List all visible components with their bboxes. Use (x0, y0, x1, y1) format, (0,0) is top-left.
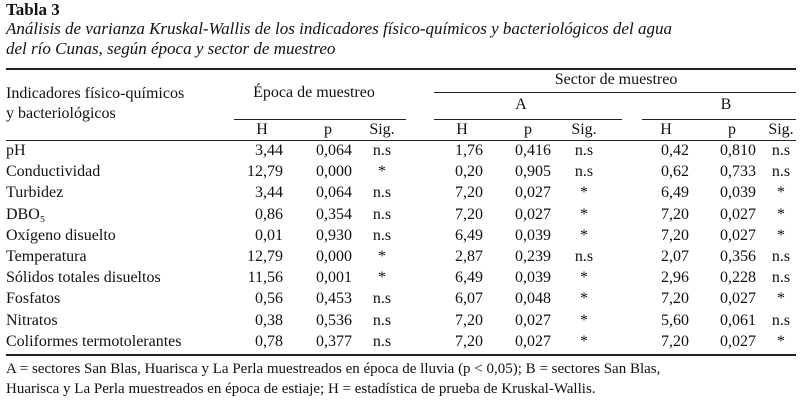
indicator-name-cell: DBO₅ (6, 205, 46, 223)
sector-a-h-cell: 7,20 (455, 311, 483, 329)
epoca-p-cell: 0,064 (316, 184, 352, 202)
epoca-p-cell: 0,453 (316, 290, 352, 308)
table-caption (6, 0, 796, 59)
sector-a-sig-cell: * (580, 269, 588, 287)
epoca-p-header: p (324, 121, 332, 138)
sector-b-sig-cell: * (777, 332, 785, 350)
sector-a-h-cell: 0,20 (455, 163, 483, 181)
footnote-line-1: A = sectores San Blas, Huarisca y La Perla muestreados en época de lluvia (p < 0,05); B = sectores San Blas, (6, 361, 661, 377)
epoca-sig-cell: n.s (372, 226, 392, 244)
sector-b-p-cell: 0,228 (720, 269, 756, 287)
epoca-sig-cell: * (378, 248, 386, 265)
footnote-line-2: Huarisca y La Perla muestreados en época de estiaje; H = estadística de prueba de Kruskal-Wallis. (6, 381, 596, 397)
sector-b-p-cell: 0,810 (720, 142, 756, 159)
table-title-line-1: Análisis de varianza Kruskal-Wallis de los indicadores físico-químicos y bacteriológicos del agua (6, 19, 672, 38)
sector-a-sig-cell: n.s (574, 248, 594, 265)
epoca-p-cell: 0,064 (316, 142, 352, 159)
sector-b-header: B (720, 96, 732, 113)
epoca-sig-cell: * (378, 163, 386, 181)
epoca-sig-cell: n.s (372, 142, 392, 159)
sector-b-p-cell: 0,733 (720, 163, 756, 181)
sector-a-h-cell: 6,49 (455, 226, 483, 244)
sector-b-sig-cell: n.s (771, 311, 791, 329)
sector-a-h-cell: 1,76 (455, 142, 483, 159)
top-rule (6, 68, 796, 70)
sector-b-h-cell: 2,07 (661, 248, 689, 265)
sector-a-p-header: p (524, 121, 532, 138)
sector-b-p-cell: 0,027 (720, 205, 756, 223)
sector-a-p-cell: 0,027 (515, 311, 551, 329)
sector-a-p-cell: 0,239 (515, 248, 551, 265)
indicator-name-cell: Turbidez (6, 184, 64, 202)
indicator-name-cell: Oxígeno disuelto (6, 226, 116, 244)
sector-b-sig-cell: n.s (771, 269, 791, 287)
epoca-p-cell: 0,930 (316, 226, 352, 244)
epoca-p-cell: 0,000 (316, 163, 352, 181)
table-label: Tabla 3 (6, 0, 60, 19)
sector-a-p-cell: 0,027 (515, 332, 551, 350)
epoca-sig-cell: n.s (372, 332, 392, 350)
sector-a-h-cell: 2,87 (455, 248, 483, 265)
epoca-sig-cell: n.s (372, 311, 392, 329)
sector-a-p-cell: 0,027 (515, 184, 551, 202)
sector-a-h-cell: 7,20 (455, 332, 483, 350)
indicator-header-line-2: y bacteriológicos (6, 105, 116, 122)
sector-b-sig-cell: n.s (771, 248, 791, 265)
epoca-h-cell: 12,79 (247, 163, 283, 181)
sector-b-p-cell: 0,061 (720, 311, 756, 329)
sector-a-h-cell: 6,07 (455, 290, 483, 308)
sector-b-sig-cell: * (777, 205, 785, 223)
epoca-p-cell: 0,354 (316, 205, 352, 223)
sector-b-h-cell: 0,62 (661, 163, 689, 181)
sector-a-sig-cell: * (580, 184, 588, 202)
sector-a-sig-cell: n.s (574, 142, 594, 159)
sector-a-sig-cell: * (580, 332, 588, 350)
sector-b-sig-cell: * (777, 226, 785, 244)
kruskal-wallis-table (6, 68, 796, 356)
epoca-h-cell: 3,44 (255, 184, 283, 202)
indicator-name-cell: Coliformes termotolerantes (6, 332, 182, 350)
bottom-rule (6, 354, 796, 356)
epoca-sig-header: Sig. (369, 121, 395, 138)
indicator-name-cell: pH (6, 142, 26, 159)
sector-b-p-cell: 0,027 (720, 226, 756, 244)
sector-a-p-cell: 0,039 (515, 269, 551, 287)
sector-a-h-cell: 7,20 (455, 205, 483, 223)
sector-b-h-cell: 6,49 (661, 184, 689, 202)
sector-b-h-cell: 7,20 (661, 290, 689, 308)
sector-b-p-cell: 0,027 (720, 332, 756, 350)
sector-b-h-cell: 5,60 (661, 311, 689, 329)
sector-a-sig-cell: * (580, 311, 588, 329)
sector-a-sig-header: Sig. (571, 121, 597, 138)
sector-a-h-header: H (456, 121, 468, 138)
sector-a-h-cell: 6,49 (455, 269, 483, 287)
indicator-name-cell: Fosfatos (6, 290, 61, 308)
epoca-sig-cell: n.s (372, 184, 392, 202)
epoca-h-cell: 3,44 (255, 142, 283, 159)
sector-a-h-cell: 7,20 (455, 184, 483, 202)
sector-b-p-header: p (728, 121, 736, 138)
epoca-h-cell: 0,86 (255, 205, 283, 223)
sector-header: Sector de muestreo (554, 71, 678, 88)
sector-a-sig-cell: * (580, 205, 588, 223)
epoca-sig-cell: n.s (372, 205, 392, 223)
sector-a-p-cell: 0,027 (515, 205, 551, 223)
sector-a-p-cell: 0,905 (515, 163, 551, 181)
epoca-h-cell: 0,38 (255, 311, 283, 329)
sector-b-sig-header: Sig. (768, 121, 794, 138)
indicator-name-cell: Nitratos (6, 311, 58, 329)
sector-b-p-cell: 0,356 (720, 248, 756, 265)
sector-b-h-cell: 7,20 (661, 332, 689, 350)
epoca-p-cell: 0,377 (316, 332, 352, 350)
sector-a-header: A (515, 96, 527, 113)
sector-b-sig-cell: * (777, 290, 785, 308)
sector-b-p-cell: 0,039 (720, 184, 756, 202)
sector-b-sig-cell: n.s (771, 163, 791, 181)
indicator-header-line-1: Indicadores físico-químicos (6, 85, 185, 102)
sector-b-h-cell: 2,96 (661, 269, 689, 287)
epoca-sig-cell: * (378, 269, 386, 287)
epoca-h-cell: 12,79 (247, 248, 283, 265)
table-title-line-2: del río Cunas, según época y sector de muestreo (6, 39, 336, 58)
sector-b-h-cell: 7,20 (661, 226, 689, 244)
epoca-h-cell: 11,56 (247, 269, 283, 287)
sector-b-sig-cell: * (777, 184, 785, 202)
indicator-name-cell: Conductividad (6, 163, 101, 181)
epoca-h-header: H (256, 121, 268, 138)
sector-a-p-cell: 0,048 (515, 290, 551, 308)
sector-b-sig-cell: n.s (771, 142, 791, 159)
sector-a-sig-cell: * (580, 226, 588, 244)
epoca-p-cell: 0,000 (316, 248, 352, 265)
epoca-h-cell: 0,01 (255, 226, 283, 244)
sector-b-p-cell: 0,027 (720, 290, 756, 308)
sector-a-p-cell: 0,039 (515, 226, 551, 244)
epoca-h-cell: 0,78 (255, 332, 283, 350)
sector-b-h-cell: 0,42 (661, 142, 689, 159)
sector-a-sig-cell: * (580, 290, 588, 308)
indicator-name-cell: Temperatura (6, 248, 87, 265)
sector-b-h-header: H (660, 121, 672, 138)
epoca-sig-cell: n.s (372, 290, 392, 308)
epoca-p-cell: 0,536 (316, 311, 352, 329)
table-footnote (6, 359, 796, 399)
sector-rule (434, 92, 796, 93)
sector-a-p-cell: 0,416 (515, 142, 551, 159)
sector-b-h-cell: 7,20 (661, 205, 689, 223)
epoca-h-cell: 0,56 (255, 290, 283, 308)
sector-a-sig-cell: n.s (574, 163, 594, 181)
epoca-header: Época de muestreo (253, 84, 375, 101)
indicator-name-cell: Sólidos totales disueltos (6, 269, 161, 287)
epoca-p-cell: 0,001 (316, 269, 352, 287)
